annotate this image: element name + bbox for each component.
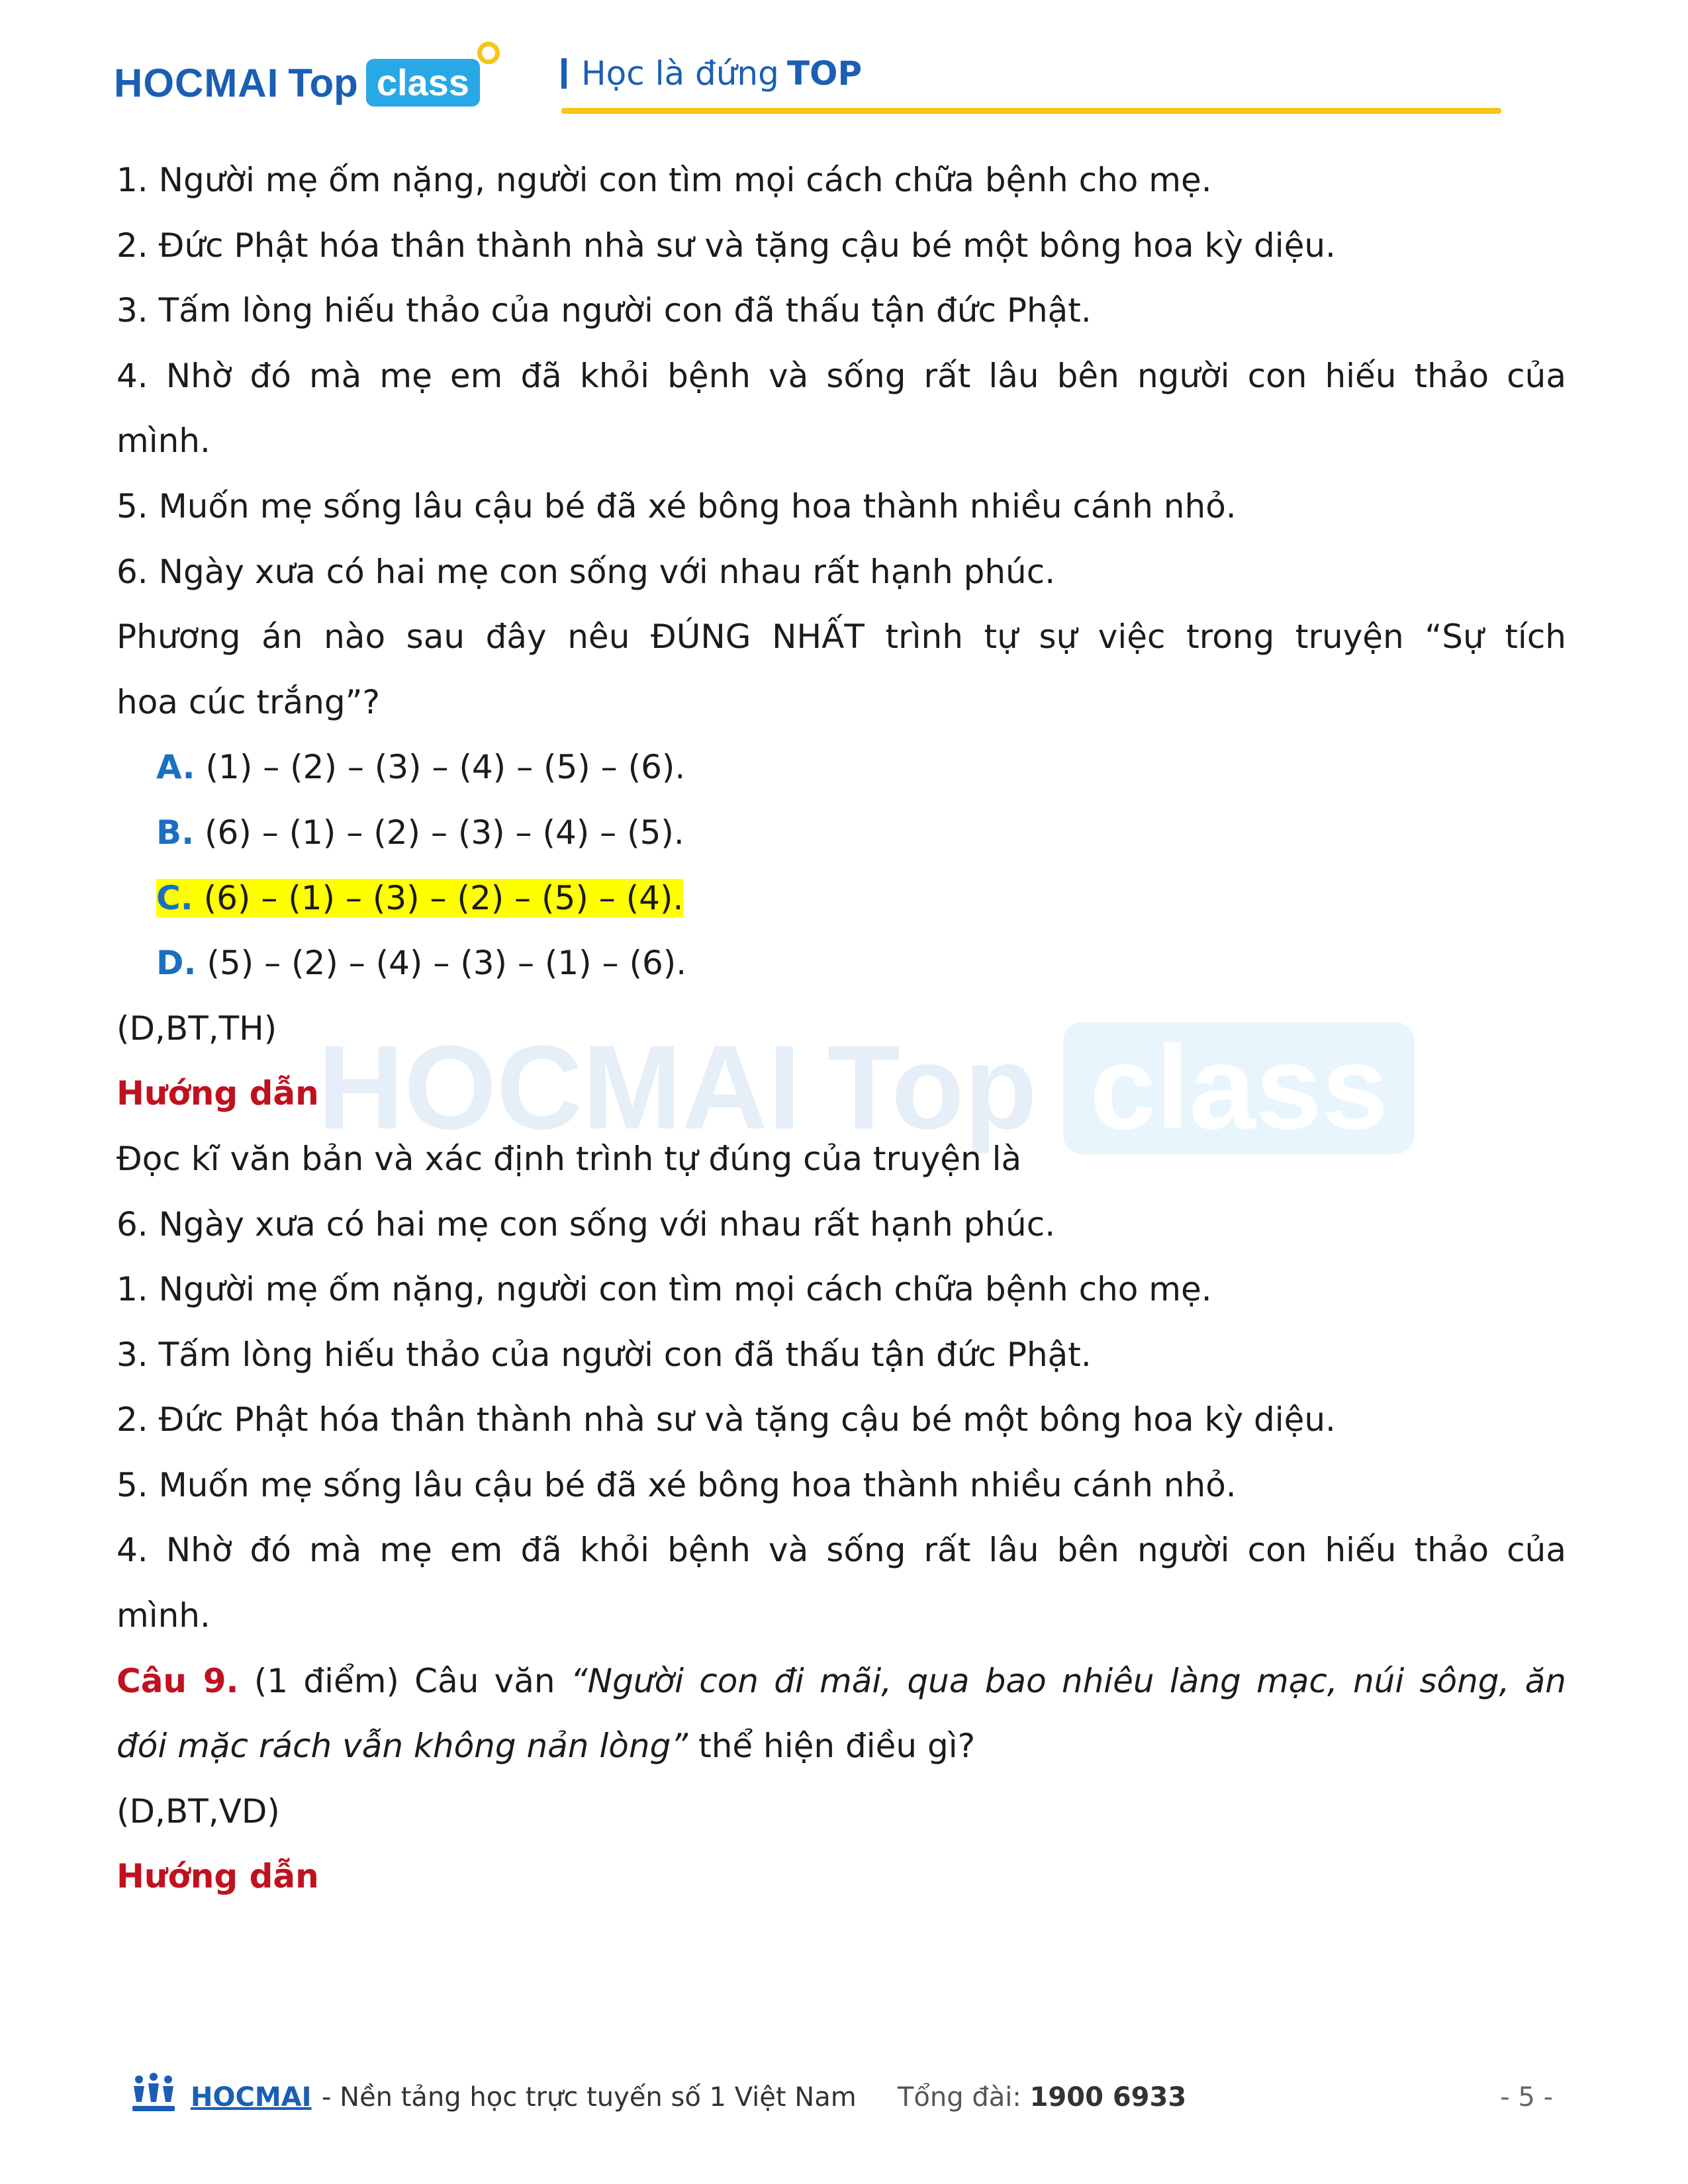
question-text: Phương án nào sau đây nêu ĐÚNG NHẤT trình tự sự việc trong truyện “Sự tích xyxy=(117,617,1566,657)
event-line: 1. Người mẹ ốm nặng, người con tìm mọi cách chữa bệnh cho mẹ. xyxy=(117,161,1212,199)
guide-line: 1. Người mẹ ốm nặng, người con tìm mọi cách chữa bệnh cho mẹ. xyxy=(117,1270,1212,1309)
hotline-number: 1900 6933 xyxy=(1029,2082,1187,2113)
hocmai-people-icon xyxy=(130,2073,177,2115)
logo-class-text: class xyxy=(376,62,469,103)
option-letter: D. xyxy=(156,944,197,983)
footer-brand-link[interactable]: HOCMAI xyxy=(191,2082,312,2113)
document-body xyxy=(117,148,1566,1909)
option-letter: A. xyxy=(156,748,195,787)
gear-icon xyxy=(477,42,500,64)
option-letter: C. xyxy=(156,878,193,917)
guide-heading: Hướng dẫn xyxy=(117,1074,319,1113)
header-underline xyxy=(561,108,1501,114)
logo-top-text: Top xyxy=(288,60,358,105)
tagline-divider xyxy=(561,58,567,89)
option-c-correct xyxy=(117,866,1566,931)
footer-hotline xyxy=(898,2082,1186,2113)
watermark-top: Top xyxy=(827,1021,1037,1154)
question-9-label: Câu 9. xyxy=(117,1661,239,1700)
header-tagline xyxy=(561,54,862,93)
event-line: 2. Đức Phật hóa thân thành nhà sư và tặng cậu bé một bông hoa kỳ diệu. xyxy=(117,226,1336,265)
guide-line: 3. Tấm lòng hiếu thảo của người con đã thấu tận đức Phật. xyxy=(117,1335,1092,1374)
event-line: mình. xyxy=(117,422,211,461)
question-9-line xyxy=(117,1649,1566,1714)
guide-heading: Hướng dẫn xyxy=(117,1857,319,1896)
guide-line: 6. Ngày xưa có hai mẹ con sống với nhau rất hạnh phúc. xyxy=(117,1205,1056,1244)
event-line: 6. Ngày xưa có hai mẹ con sống với nhau rất hạnh phúc. xyxy=(117,552,1056,591)
option-b xyxy=(117,800,1566,866)
question-9-prefix: (1 điểm) Câu văn xyxy=(238,1661,571,1700)
tagline-text: Học là đứng xyxy=(581,54,779,93)
event-line: 4. Nhờ đó mà mẹ em đã khỏi bệnh và sống rất lâu bên người con hiếu thảo của xyxy=(117,356,1566,395)
question-9-line xyxy=(117,1713,1566,1779)
question-9-suffix: thể hiện điều gì? xyxy=(688,1727,976,1766)
watermark-hocmai: HOCMAI xyxy=(318,1021,801,1154)
guide-line: 2. Đức Phật hóa thân thành nhà sư và tặng cậu bé một bông hoa kỳ diệu. xyxy=(117,1400,1336,1439)
option-text: (5) – (2) – (4) – (3) – (1) – (6). xyxy=(196,944,687,983)
answer-highlight xyxy=(156,879,683,917)
logo-hocmai-text: HOCMAI xyxy=(114,60,279,105)
tagline-top: TOP xyxy=(786,54,863,93)
page-footer xyxy=(130,2070,1553,2123)
option-text: (6) – (1) – (3) – (2) – (5) – (4). xyxy=(193,878,684,917)
event-line: 5. Muốn mẹ sống lâu cậu bé đã xé bông hoa thành nhiều cánh nhỏ. xyxy=(117,486,1237,525)
option-d xyxy=(117,931,1566,996)
option-a xyxy=(117,735,1566,800)
guide-intro: Đọc kĩ văn bản và xác định trình tự đúng của truyện là xyxy=(117,1139,1022,1178)
option-text: (6) – (1) – (2) – (3) – (4) – (5). xyxy=(194,813,684,852)
logo-class-badge xyxy=(366,59,480,107)
watermark-class: class xyxy=(1063,1022,1414,1154)
guide-line: 5. Muốn mẹ sống lâu cậu bé đã xé bông hoa thành nhiều cánh nhỏ. xyxy=(117,1465,1237,1504)
difficulty-tag: (D,BT,VD) xyxy=(117,1792,280,1831)
question-9-quote: “Người con đi mãi, qua bao nhiêu làng mạc, núi sông, ăn xyxy=(570,1661,1566,1700)
event-line: 3. Tấm lòng hiếu thảo của người con đã thấu tận đức Phật. xyxy=(117,291,1092,330)
question-9-quote: đói mặc rách vẫn không nản lòng” xyxy=(117,1727,688,1766)
option-letter: B. xyxy=(156,813,195,852)
option-text: (1) – (2) – (3) – (4) – (5) – (6). xyxy=(195,748,686,787)
guide-line: 4. Nhờ đó mà mẹ em đã khỏi bệnh và sống rất lâu bên người con hiếu thảo của xyxy=(117,1531,1566,1570)
hocmai-topclass-logo xyxy=(114,53,480,113)
page-number: - 5 - xyxy=(1500,2082,1553,2113)
guide-line: mình. xyxy=(117,1596,211,1635)
footer-description: - Nền tảng học trực tuyến số 1 Việt Nam xyxy=(322,2082,857,2113)
question-text: hoa cúc trắng”? xyxy=(117,682,381,721)
difficulty-tag: (D,BT,TH) xyxy=(117,1009,277,1048)
hotline-label: Tổng đài: xyxy=(898,2082,1030,2113)
